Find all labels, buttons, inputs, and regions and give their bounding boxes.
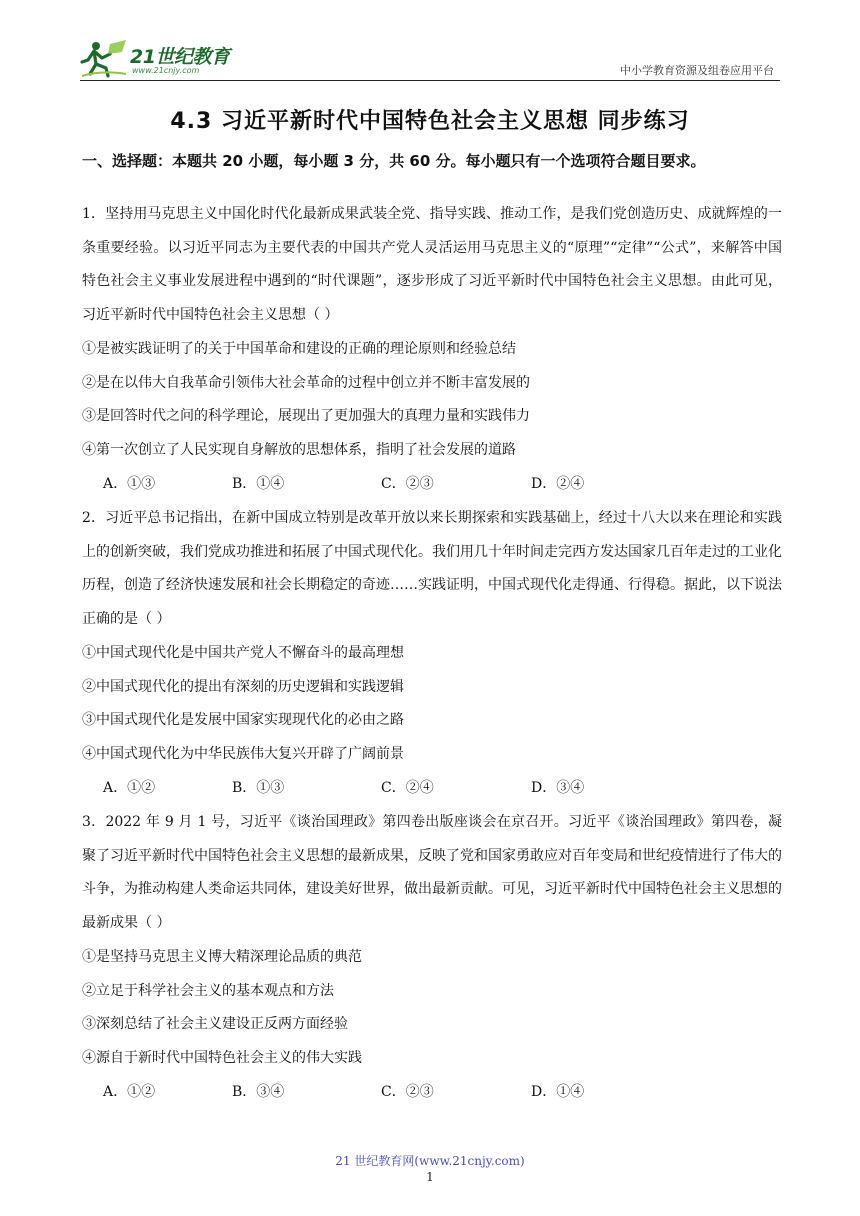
question-2-item-3: ③中国式现代化是发展中国家实现现代化的必由之路 (82, 712, 404, 728)
question-1-option-d: D．②④ (531, 476, 585, 492)
footer-site-link[interactable]: 21 世纪教育网(www.21cnjy.com) (335, 1154, 525, 1168)
question-3-item-2: ②立足于科学社会主义的基本观点和方法 (82, 983, 334, 999)
question-3-option-a: A．①② (103, 1084, 156, 1100)
question-3-item-1: ①是坚持马克思主义博大精深理论品质的典范 (82, 949, 362, 965)
question-1-option-c: C．②③ (381, 476, 434, 492)
question-1-option-b: B．①④ (232, 476, 285, 492)
question-3-option-d: D．①④ (531, 1084, 585, 1100)
logo (80, 36, 250, 80)
question-3-stem: 3．2022 年 9 月 1 号，习近平《谈治国理政》第四卷出版座谈会在京召开。习近平《谈治国理政》第四卷，凝聚了习近平新时代中国特色社会主义思想的最新成果，反映了党和国家勇敢应对百年变局和世纪疫情进行了伟大的斗争，为推动构建人类命运共同体，建设美好世界，做出最新贡献。可见，习近平新时代中国特色社会主义思想的最新成果（ ） (82, 814, 782, 931)
brand-name: 21世纪教育 (130, 46, 230, 68)
header-divider (80, 80, 780, 81)
runner-logo-icon (80, 38, 128, 78)
section-heading: 一、选择题：本题共 20 小题，每小题 3 分，共 60 分。每小题只有一个选项符合题目要求。 (82, 152, 706, 170)
page-number: 1 (426, 1170, 434, 1184)
question-2-option-d: D．③④ (531, 780, 585, 796)
question-2-item-1: ①中国式现代化是中国共产党人不懈奋斗的最高理想 (82, 645, 404, 661)
question-2-item-2: ②中国式现代化的提出有深刻的历史逻辑和实践逻辑 (82, 679, 404, 695)
question-2-stem: 2．习近平总书记指出，在新中国成立特别是改革开放以来长期探索和实践基础上，经过十八大以来在理论和实践上的创新突破，我们党成功推进和拓展了中国式现代化。我们用几十年时间走完西方发达国家几百年走过的工业化历程，创造了经济快速发展和社会长期稳定的奇迹……实践证明，中国式现代化走得通、行得稳。据此，以下说法正确的是（ ） (82, 510, 782, 627)
question-1-item-4: ④第一次创立了人民实现自身解放的思想体系，指明了社会发展的道路 (82, 442, 516, 458)
question-3-option-c: C．②③ (381, 1084, 434, 1100)
page-header (80, 36, 780, 80)
question-1-item-3: ③是回答时代之问的科学理论，展现出了更加强大的真理力量和实践伟力 (82, 408, 530, 424)
header-tagline: 中小学教育资源及组卷应用平台 (620, 64, 774, 77)
question-3-item-4: ④源自于新时代中国特色社会主义的伟大实践 (82, 1050, 362, 1066)
question-1-option-a: A．①③ (103, 476, 156, 492)
question-3-option-b: B．③④ (232, 1084, 285, 1100)
question-3-item-3: ③深刻总结了社会主义建设正反两方面经验 (82, 1016, 348, 1032)
question-2-option-c: C．②④ (381, 780, 434, 796)
question-2-item-4: ④中国式现代化为中华民族伟大复兴开辟了广阔前景 (82, 746, 404, 762)
question-1-item-1: ①是被实践证明了的关于中国革命和建设的正确的理论原则和经验总结 (82, 341, 516, 357)
brand-url: www.21cnjy.com (132, 66, 200, 75)
question-1-item-2: ②是在以伟大自我革命引领伟大社会革命的过程中创立并不断丰富发展的 (82, 375, 530, 391)
question-2-option-b: B．①③ (232, 780, 285, 796)
question-2-option-a: A．①② (103, 780, 156, 796)
page-title: 4.3 习近平新时代中国特色社会主义思想 同步练习 (170, 109, 690, 134)
question-1-stem: 1．坚持用马克思主义中国化时代化最新成果武装全党、指导实践、推动工作，是我们党创造历史、成就辉煌的一条重要经验。以习近平同志为主要代表的中国共产党人灵活运用马克思主义的“原理”“定律”“公式”，来解答中国特色社会主义事业发展进程中遇到的“时代课题”，逐步形成了习近平新时代中国特色社会主义思想。由此可见，习近平新时代中国特色社会主义思想（ ） (82, 206, 782, 323)
